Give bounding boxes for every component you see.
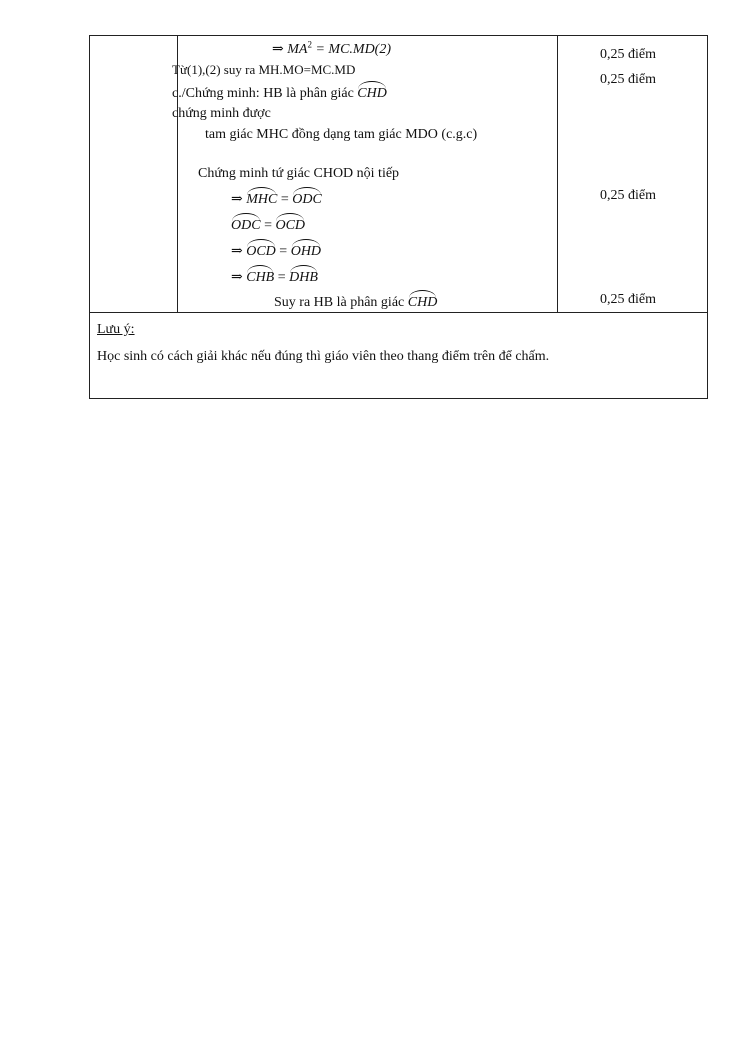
score-1: 0,25 điểm [600,47,656,62]
note-label: Lưu ý: [97,322,135,337]
line-conclusion-1: Từ(1),(2) suy ra MH.MO=MC.MD [172,62,356,77]
line-angle-eq-2: ODC = OCD [231,218,306,233]
score-4: 0,25 điểm [600,292,656,307]
column-divider-2 [557,36,558,312]
line-part-c: c./Chứng minh: HB là phân giác CHD [172,86,387,101]
solution-row [90,36,707,313]
line-angle-eq-3: ⇒ OCD = OHD [231,244,322,259]
score-2: 0,25 điểm [600,72,656,87]
score-3: 0,25 điểm [600,188,656,203]
line-prove: chứng minh được [172,106,271,121]
line-ma-squared: ⇒ $MA^2 = MC.MD(2)$ [272,39,391,57]
line-final-conclusion: Suy ra HB là phân giác CHD [274,295,438,310]
line-similar-triangles: tam giác MHC đồng dạng tam giác MDO (c.g.c) [205,127,478,142]
line-cyclic-quad: Chứng minh tứ giác CHOD nội tiếp [198,166,400,181]
answer-table [89,35,708,399]
line-angle-eq-4: ⇒ CHB = DHB [231,270,318,285]
note-text: Học sinh có cách giải khác nếu đúng thì giáo viên theo thang điểm trên để chấm. [97,349,550,364]
line-angle-eq-1: ⇒ MHC = ODC [231,192,322,207]
